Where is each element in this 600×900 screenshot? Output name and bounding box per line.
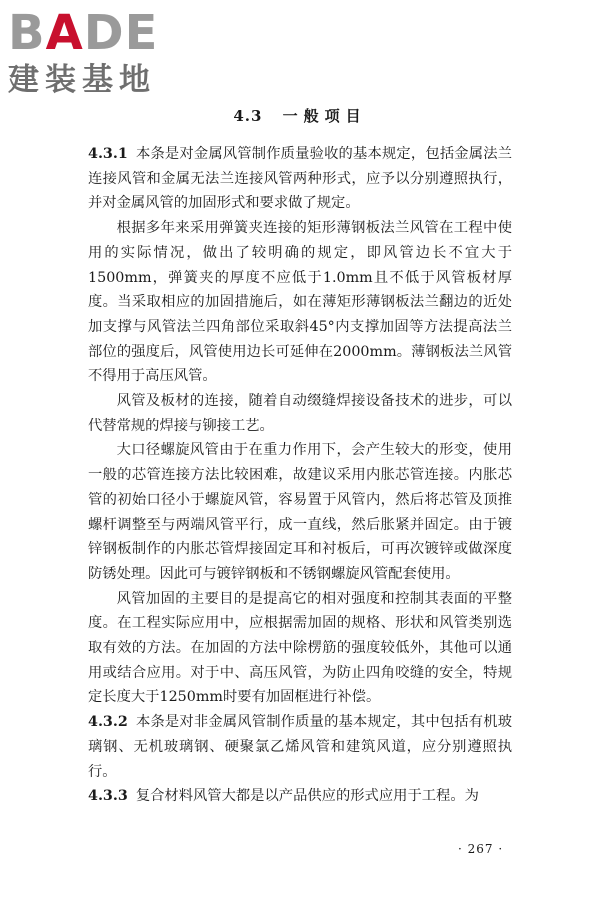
- paragraph-text: 本条是对金属风管制作质量验收的基本规定，包括金属法兰连接风管和金属无法兰连接风管两种形式，应予以分别遵照执行，并对金属风管的加固形式和要求做了规定。: [88, 146, 512, 212]
- paragraph-text: 本条是对非金属风管制作质量的基本规定，其中包括有机玻璃钢、无机玻璃钢、硬聚氯乙烯风管和建筑风道，应分别遵照执行。: [88, 714, 512, 780]
- clause-number: 4.3.2: [88, 714, 128, 731]
- clause-number: 4.3.1: [88, 146, 128, 162]
- logo-letters-de: DE: [83, 5, 159, 61]
- clause-number: 4.3.3: [88, 788, 128, 805]
- paragraph-text: 复合材料风管大都是以产品供应的形式应用于工程。为: [135, 788, 479, 805]
- paragraph: [88, 389, 512, 438]
- section-heading: [0, 105, 600, 126]
- paragraph: [88, 587, 512, 711]
- paragraph: [88, 216, 512, 389]
- logo-letter-b: B: [8, 5, 46, 61]
- paragraph-text: 风管及板材的连接，随着自动缀缝焊接设备技术的进步，可以代替常规的焊接与铆接工艺。: [88, 393, 512, 434]
- clause-paragraph: [88, 142, 512, 216]
- clause-paragraph: [88, 784, 512, 809]
- logo-letter-a: A: [45, 5, 84, 61]
- body-text: [88, 142, 512, 809]
- clause-paragraph: [88, 710, 512, 784]
- logo-wordmark: [8, 6, 178, 60]
- logo-subtitle: 建装基地: [8, 62, 156, 98]
- paragraph: [88, 438, 512, 586]
- paragraph-text: 根据多年来采用弹簧夹连接的矩形薄钢板法兰风管在工程中使用的实际情况，做出了较明确的规定，即风管边长不宜大于1500mm，弹簧夹的厚度不应低于1.0mm且不低于风管板材厚度。当采取相应的加固措施后，如在薄矩形薄钢板法兰翻边的近处加支撑与风管法兰四角部位采取斜45°内支撑加固等方法提高法兰部位的强度后，风管使用边长可延伸在2000mm。薄钢板法兰风管不得用于高压风管。: [88, 220, 512, 385]
- bade-logo: [8, 6, 178, 98]
- paragraph-text: 风管加固的主要目的是提高它的相对强度和控制其表面的平整度。在工程实际应用中，应根据需加固的规格、形状和风管类别选取有效的方法。在加固的方法中除楞筋的强度较低外，其他可以通用或结合应用。对于中、高压风管，为防止四角咬缝的安全，特规定长度大于1250mm时要有加固框进行补偿。: [88, 590, 512, 706]
- paragraph-text: 大口径螺旋风管由于在重力作用下，会产生较大的形变，使用一般的芯管连接方法比较困难，故建议采用内胀芯管连接。内胀芯管的初始口径小于螺旋风管，容易置于风管内，然后将芯管及顶推螺杆调整至与两端风管平行，成一直线，然后胀紧并固定。由于镀锌钢板制作的内胀芯管焊接固定耳和衬板后，可再次镀锌或做深度防锈处理。因此可与镀锌钢板和不锈钢螺旋风管配套使用。: [88, 442, 512, 582]
- section-number: 4.3: [233, 107, 263, 125]
- page-number: · 267 ·: [458, 842, 504, 856]
- section-title: 一般项目: [282, 107, 367, 125]
